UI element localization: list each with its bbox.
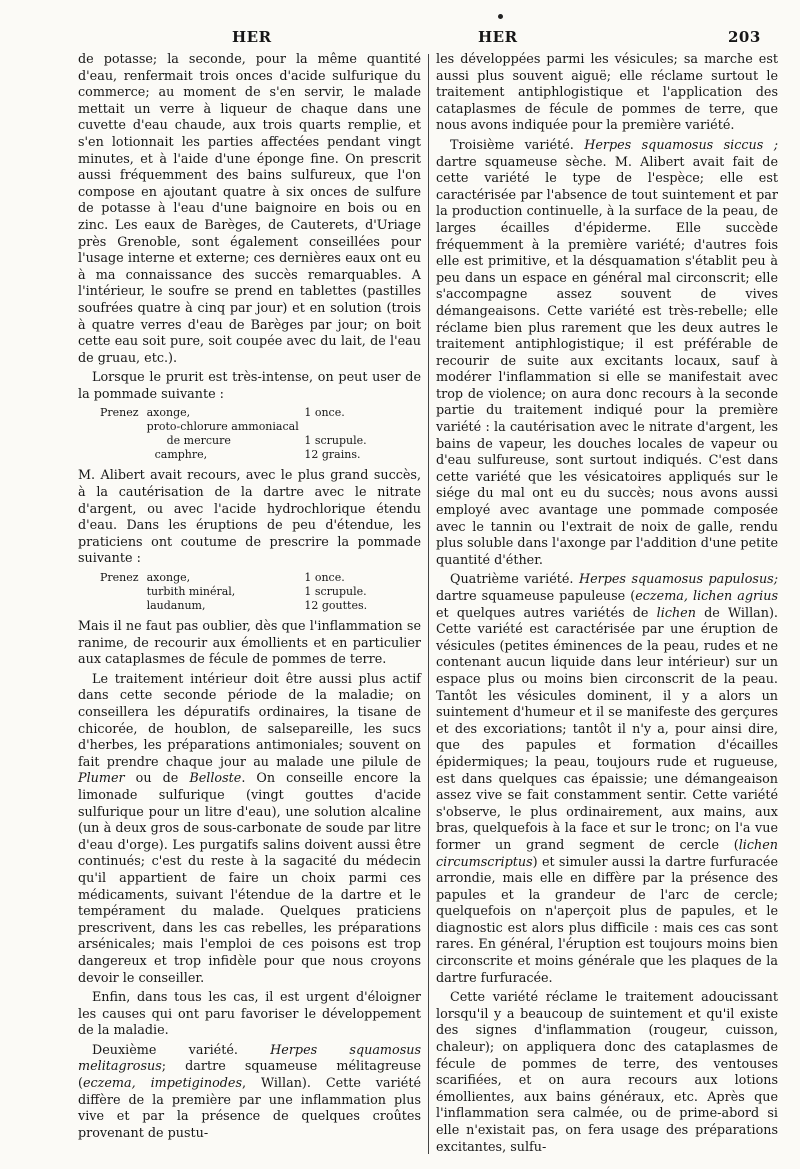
rx-ingredient: turbith minéral,: [146, 585, 236, 599]
italic-text: Herpes squamosus siccus ;: [584, 137, 778, 153]
italic-text: Herpes squamosus papulosus;: [578, 572, 778, 588]
rx-ingredient: axonge,: [146, 571, 191, 585]
text-run: ; dartre squameuse mélitagreuse (: [78, 1059, 421, 1092]
paragraph: Enfin, dans tous les cas, il est urgent d'éloigner les causes qui ont paru favoriser le développement de la maladie.: [78, 990, 421, 1039]
paragraph: [436, 138, 778, 569]
italic-text: eczema, impetiginodes: [82, 1076, 243, 1092]
italic-text: Belloste: [189, 771, 242, 787]
text-run: ) et simuler aussi la dartre furfuracée arrondie, mais elle en diffère par la présence des papules et la grandeur de l'arc de cercle; quelquefois on n'aperçoit plus de papules, et le diagnostic est alors plus difficile : mais ces cas sont rares. En général, l'éruption est toujours moins bien circonscrite et moins générale que les plaques de la dartre furfuracée.: [436, 854, 778, 986]
text-run: Quatrième variété.: [450, 572, 579, 588]
paragraph: de potasse; la seconde, pour la même quantité d'eau, renfermait trois onces d'acide sulfurique du commerce; au moment de s'en servir, le malade mettait un verre à liqueur de chaque dans une cuvette d'eau chaude, aux trois quarts remplie, et s'en lotionnait les parties affectées pendant vingt minutes, et à l'aide d'une éponge fine. On prescrit aussi fréquemment des bains sulfureux, que l'on compose en ajoutant quatre à six onces de sulfure de potasse à l'eau d'une baignoire en bois ou en zinc. Les eaux de Barèges, de Cauterets, d'Uriage près Grenoble, sont également conseillées pour l'usage interne et externe; ces dernières eaux ont eu à ma connaissance des succès remarquables. A l'intérieur, le soufre se prend en tablettes (pastilles soufrées quatre à cinq par jour) et en solution (trois à quatre verres d'eau de Barèges par jour; on boit cette eau soit pure, soit coupée avec du lait, de l'eau de gruau, etc.).: [78, 52, 421, 366]
right-column: [436, 52, 778, 1159]
paragraph: Cette variété réclame le traitement adoucissant lorsqu'il y a beaucoup de suintement et qu'il existe des signes d'inflammation (rougeur, cuisson, chaleur); on appliquera donc des cataplasmes de fécule de pommes de terre, des ventouses scarifiées, et on aura recours aux lotions émollientes, aux bains généraux, etc. Après que l'inflammation sera calmée, ou de prime-abord si elle n'existait pas, on fera usage des préparations excitantes, sulfu-: [436, 990, 778, 1155]
rx-ingredient: axonge,: [146, 406, 191, 420]
text-run: . On conseille encore la limonade sulfurique (vingt gouttes d'acide sulfurique pour un litre d'eau), une solution alcaline (un à deux gros de sous-carbonate de soude par litre d'eau d'orge). Les purgatifs salins doivent aussi être continués; c'est du reste à la sagacité du médecin qu'il appartient de faire un choix parmi ces médicaments, suivant l'étendue de la dartre et le tempérament du malade. Quelques praticiens prescrivent, dans les cas rebelles, les préparations arsénicales; mais l'emploi de ces poisons est trop dangereux et trop infidèle pour que nous croyons devoir le conseiller.: [78, 771, 421, 986]
rx-ingredient: de mercure: [166, 434, 231, 448]
rx-label: Prenez: [100, 571, 139, 585]
text-run: Troisième variété.: [450, 137, 585, 153]
rx-quantity: 1 once.: [304, 571, 345, 585]
left-column: [78, 52, 421, 1145]
running-head-right: HER: [478, 28, 518, 46]
text-run: Deuxième variété.: [92, 1042, 271, 1058]
text-run: ou de: [124, 771, 190, 787]
rx-label: Prenez: [100, 406, 139, 420]
rx-ingredient: proto-chlorure ammoniacal: [146, 420, 299, 434]
rx-quantity: 12 gouttes.: [304, 599, 368, 613]
text-run: de Willan). Cette variété est caractérisée par une éruption de vésicules (petites éminences de la peau, rudes et ne contenant aucun liquide dans leur intérieur) sur un espace plus ou moins bien circonscrit de la peau. Tantôt les vésicules dominent, il y a alors un suintement d'humeur et il se manifeste des gerçures et des excoriations; tantôt il n'y a, pour ainsi dire, que des papules et formation d'écailles épidermiques; la peau, toujours rude et rugueuse, est dans quelques cas épaissie; une démangeaison assez vive se fait constamment sentir. Cette variété s'observe, le plus ordinairement, aux mains, aux bras, quelquefois à la face et sur le tronc; on l'a vue former un grand segment de cercle (: [436, 605, 778, 853]
rx-quantity: 1 scrupule.: [304, 434, 367, 448]
paragraph: les développées parmi les vésicules; sa marche est aussi plus souvent aiguë; elle réclame surtout le traitement antiphlogistique et l'application des cataplasmes de fécule de pommes de terre, que nous avons indiquée pour la première variété.: [436, 52, 778, 134]
italic-text: eczema, lichen agrius: [635, 589, 778, 604]
rx-quantity: 1 once.: [304, 406, 345, 420]
rx-quantity: 12 grains.: [304, 448, 361, 462]
text-run: dartre squameuse papuleuse (: [436, 589, 636, 604]
text-run: , Willan). Cette variété diffère de la première par une inflammation plus vive et par la présence de quelques croûtes provenant de pustu-: [78, 1076, 422, 1141]
running-head-left: HER: [232, 28, 272, 46]
rx-quantity: 1 scrupule.: [304, 585, 367, 599]
paragraph: Mais il ne faut pas oublier, dès que l'inflammation se ranime, de recourir aux émollients et en particulier aux cataplasmes de fécule de pommes de terre.: [78, 619, 421, 668]
italic-text: lichen circumscriptus: [436, 837, 778, 870]
paragraph: [436, 572, 778, 987]
italic-text: lichen: [656, 605, 696, 621]
paragraph: [78, 1043, 421, 1143]
paragraph: M. Alibert avait recours, avec le plus grand succès, à la cautérisation de la dartre avec le nitrate d'argent, ou avec l'acide hydrochlorique étendu d'eau. Dans les éruptions de peu d'étendue, les praticiens ont coutume de prescrire la pommade suivante :: [78, 468, 421, 567]
rx-ingredient: laudanum,: [146, 599, 206, 613]
text-run: dartre squameuse sèche. M. Alibert avait fait de cette variété le type de l'espèce; elle est caractérisée par l'absence de tout suintement et par la production continuelle, à la surface de la peau, de larges écailles d'épiderme. Elle succède fréquemment à la première variété; d'autres fois elle est primitive, et la désquamation s'établit peu à peu dans un espace en général mal circonscrit; elle s'accompagne assez souvent de vives démangeaisons. Cette variété est très-rebelle; elle réclame bien plus rarement que les deux autres le traitement antiphlogistique; il est préférable de recourir de suite aux excitants locaux, sauf à modérer l'inflammation si elle se manifestait avec trop de violence; on aura donc recours à la seconde partie du traitement indiqué pour la première variété : la cautérisation avec le nitrate d'argent, les bains de vapeur, les douches locales de vapeur ou d'eau sulfureuse, sont surtout indiqués. C'est dans cette variété que les vésicatoires appliqués sur le siége du mal ont eu du succès; nous avons aussi employé avec avantage une pommade composée avec le tannin ou l'extrait de noix de galle, rendu plus soluble dans l'axonge par l'addition d'une petite quantité d'éther.: [436, 154, 778, 568]
paragraph: [78, 672, 421, 987]
column-rule: [428, 54, 429, 1154]
text-run: et quelques autres variétés de: [436, 605, 657, 621]
prescription-2: [78, 571, 421, 613]
page-number: 203: [728, 28, 761, 46]
rx-ingredient: camphre,: [154, 448, 208, 462]
ink-dot: [498, 14, 503, 19]
italic-text: Plumer: [78, 771, 125, 787]
paragraph: Lorsque le prurit est très-intense, on peut user de la pommade suivante :: [78, 370, 421, 402]
italic-text: Herpes squamosus melitagrosus: [78, 1042, 421, 1075]
text-run: Le traitement intérieur doit être aussi plus actif dans cette seconde période de la maladie; on conseillera les dépuratifs ordinaires, la tisane de chicorée, de houblon, de salsepareille, les sucs d'herbes, les préparations antimoniales; souvent on fait prendre chaque jour au malade une pilule de: [78, 671, 421, 770]
prescription-1: [78, 406, 421, 462]
